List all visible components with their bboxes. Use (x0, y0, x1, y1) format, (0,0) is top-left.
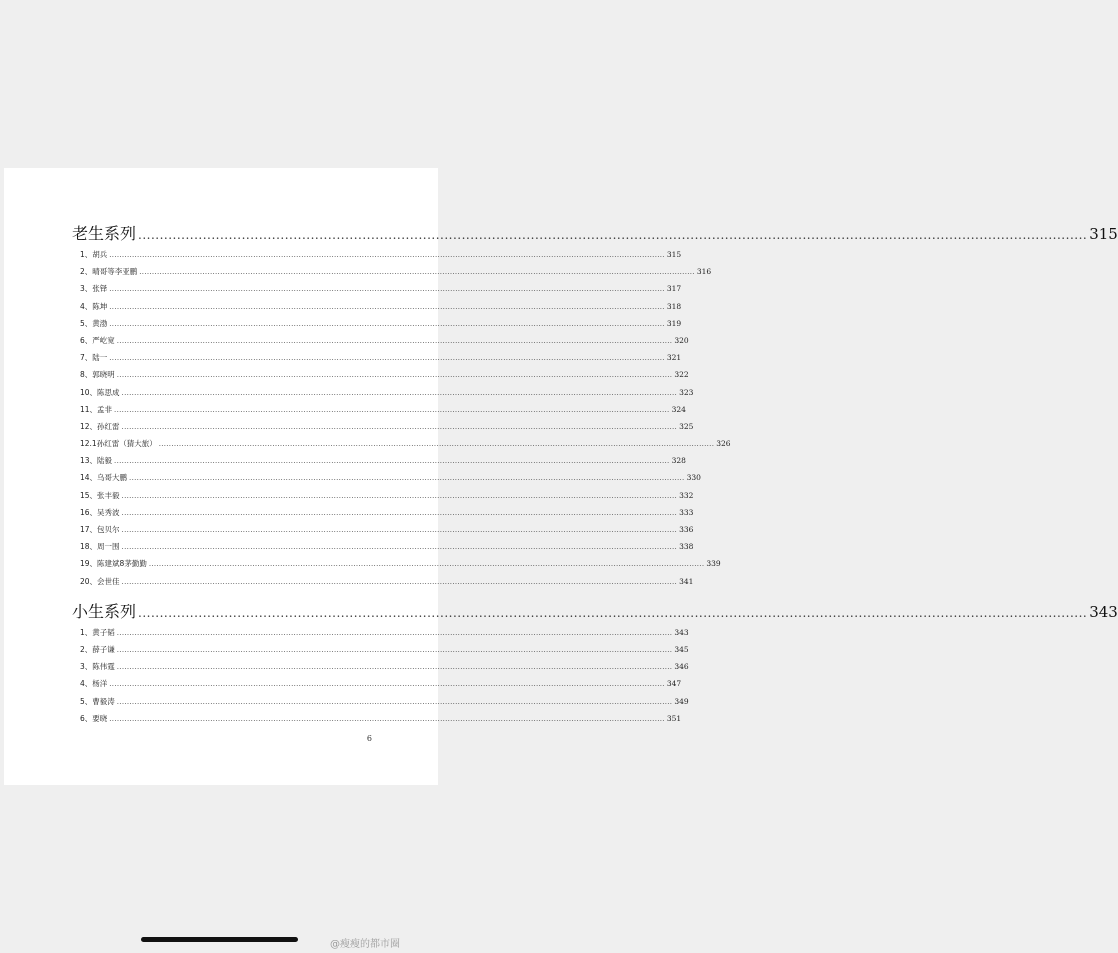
entry-label: 5、黄渤 (80, 318, 108, 328)
leader-dots: ............................................................................................................................................................................................................................ (121, 508, 678, 517)
leader-dots: ............................................................................................................................................................................................................................ (109, 714, 665, 723)
toc-entry[interactable] (72, 249, 682, 266)
entry-page: 317 (666, 284, 682, 294)
toc-entry[interactable] (72, 369, 689, 386)
entry-page: 321 (666, 353, 682, 363)
entry-label: 12、孙红雷 (80, 421, 120, 431)
entry-page: 347 (666, 679, 682, 689)
toc-entry[interactable] (72, 266, 712, 283)
entry-page: 341 (679, 576, 694, 586)
entry-page: 333 (679, 507, 694, 517)
section-heading[interactable] (72, 599, 1118, 627)
leader-dots: ............................................................................................................................................................................................................................ (109, 302, 665, 311)
page-number: 6 (366, 734, 372, 743)
entry-page: 338 (679, 542, 694, 552)
entry-page: 346 (674, 662, 689, 672)
entry-page: 336 (679, 525, 694, 534)
entry-page: 316 (696, 267, 712, 277)
entry-page: 343 (674, 627, 689, 637)
leader-dots: ............................................................................................................................................................................................................................ (121, 577, 678, 586)
toc-entry[interactable] (72, 404, 686, 421)
entry-page: 328 (671, 456, 686, 466)
entry-label: 12.1孙红雷（猜大旅） (80, 439, 157, 449)
leader-dots: ............................................................................................................................................................................................................................ (148, 560, 705, 569)
toc-entry[interactable] (72, 301, 682, 318)
leader-dots: ............................................................................................................................................................................................................................ (129, 474, 685, 483)
toc-entry[interactable] (72, 576, 694, 593)
toc-entry[interactable] (72, 472, 701, 489)
toc-entry[interactable] (72, 283, 682, 300)
entry-page: 319 (666, 318, 682, 328)
leader-dots: ............................................................................................................................................................................................................................ (116, 336, 673, 345)
leader-dots: ............................................................................................................................................................................................................................ (109, 251, 665, 259)
entry-page: 322 (674, 370, 689, 380)
leader-dots: ............................................................................................................................................................................................................................ (121, 422, 678, 431)
leader-dots: ............................................................................................................................................................................................................................ (116, 645, 673, 654)
entry-label: 3、陈伟霆 (80, 662, 115, 672)
entry-page: 349 (674, 696, 689, 706)
document-page (4, 168, 1118, 785)
entry-label: 19、陈建斌8茅勤勤 (80, 559, 147, 569)
toc-entry[interactable] (72, 335, 689, 352)
toc-entry[interactable] (72, 507, 694, 524)
toc-entry[interactable] (72, 713, 682, 730)
leader-dots: ............................................................................................................................................................................................................................ (116, 371, 673, 380)
leader-dots: ............................................................................................................................................................................................................................ (121, 526, 678, 534)
toc-entry[interactable] (72, 524, 694, 541)
toc-entry[interactable] (72, 490, 694, 507)
toc-entry[interactable] (72, 627, 689, 644)
toc-entry[interactable] (72, 558, 721, 575)
entry-label: 17、包贝尔 (80, 525, 120, 534)
entry-label: 4、陈坤 (80, 301, 108, 311)
section-title: 小生系列 (72, 601, 137, 621)
entry-label: 3、张铎 (80, 284, 108, 294)
toc-entry[interactable] (72, 455, 686, 472)
entry-label: 1、黄子韬 (80, 627, 115, 637)
entry-label: 8、郭晓明 (80, 370, 115, 380)
entry-label: 2、晴哥等李亚鹏 (80, 267, 138, 277)
entry-page: 326 (716, 439, 731, 449)
leader-dots: ............................................................................................................................................................................................................................ (109, 319, 665, 328)
entry-label: 16、吴秀波 (80, 507, 120, 517)
entry-page: 332 (679, 490, 694, 500)
toc-entry[interactable] (72, 541, 694, 558)
entry-label: 10、陈思成 (80, 387, 120, 397)
section-heading[interactable] (72, 221, 1118, 249)
table-of-contents (72, 221, 1118, 730)
toc-entry[interactable] (72, 644, 689, 661)
leader-dots: ............................................................................................................................................................................................................................ (109, 285, 665, 294)
entry-label: 2、薛子谦 (80, 644, 115, 654)
section-page: 343 (1089, 602, 1118, 621)
entry-label: 14、乌哥大鹏 (80, 473, 128, 483)
leader-dots: ............................................................................................................................................................................................................................ (114, 457, 670, 466)
entry-page: 318 (666, 301, 682, 311)
leader-dots: ............................................................................................................................................................................................................................ (139, 268, 695, 277)
entry-page: 324 (671, 404, 686, 414)
leader-dots: ............................................................................................................................................................................................................................ (109, 354, 665, 363)
entry-label: 6、要晓 (80, 713, 108, 723)
leader-dots: ............................................................................................................................................................................................................................ (116, 628, 673, 637)
home-indicator[interactable] (141, 937, 298, 942)
toc-entry[interactable] (72, 318, 682, 335)
entry-page: 330 (686, 473, 701, 483)
leader-dots: ............................................................................................................................................................................................................................ (121, 491, 678, 500)
entry-label: 13、陆毅 (80, 456, 113, 466)
toc-entry[interactable] (72, 387, 694, 404)
watermark: @瘦瘦的都市圈 (330, 939, 400, 950)
entry-page: 320 (674, 335, 689, 345)
leader-dots: ............................................................................................................................................................................................................................ (116, 663, 673, 672)
entry-page: 339 (706, 559, 721, 569)
entry-page: 323 (679, 387, 694, 397)
leader-dots: ............................................................................................................................................................................................................................ (121, 543, 678, 552)
entry-page: 315 (666, 250, 682, 259)
toc-entry[interactable] (72, 352, 682, 369)
entry-label: 5、曹毅涛 (80, 696, 115, 706)
section-title: 老生系列 (72, 224, 137, 243)
entry-label: 20、会世佳 (80, 576, 120, 586)
entry-label: 1、胡兵 (80, 250, 108, 259)
leader-dots: ............................................................................................................................................................................................................................ (116, 697, 673, 706)
entry-label: 7、陆一 (80, 353, 108, 363)
toc-entry[interactable] (72, 696, 689, 713)
leader-dots: ............................................................................................................................................................................................................................ (109, 680, 665, 689)
toc-entry[interactable] (72, 421, 694, 438)
leader-dots: ............................................................................................................................................................................................................................ (158, 440, 715, 449)
entry-page: 325 (679, 421, 694, 431)
entry-page: 351 (666, 713, 682, 723)
entry-label: 18、周一围 (80, 542, 120, 552)
toc-entry[interactable] (72, 678, 682, 695)
entry-label: 6、严屹宽 (80, 335, 115, 345)
section-page: 315 (1089, 225, 1118, 243)
leader-dots: ............................................................................................................................................................................................................................ (121, 388, 678, 397)
entry-label: 15、张丰毅 (80, 490, 120, 500)
toc-entry[interactable] (72, 661, 689, 678)
entry-label: 4、杨洋 (80, 679, 108, 689)
leader-dots: ............................................................................................................................................................................................................................ (138, 605, 1088, 620)
leader-dots: ............................................................................................................................................................................................................................ (138, 228, 1088, 242)
leader-dots: ............................................................................................................................................................................................................................ (114, 405, 670, 414)
toc-entry[interactable] (72, 438, 731, 455)
entry-label: 11、孟非 (80, 404, 113, 414)
entry-page: 345 (674, 644, 689, 654)
